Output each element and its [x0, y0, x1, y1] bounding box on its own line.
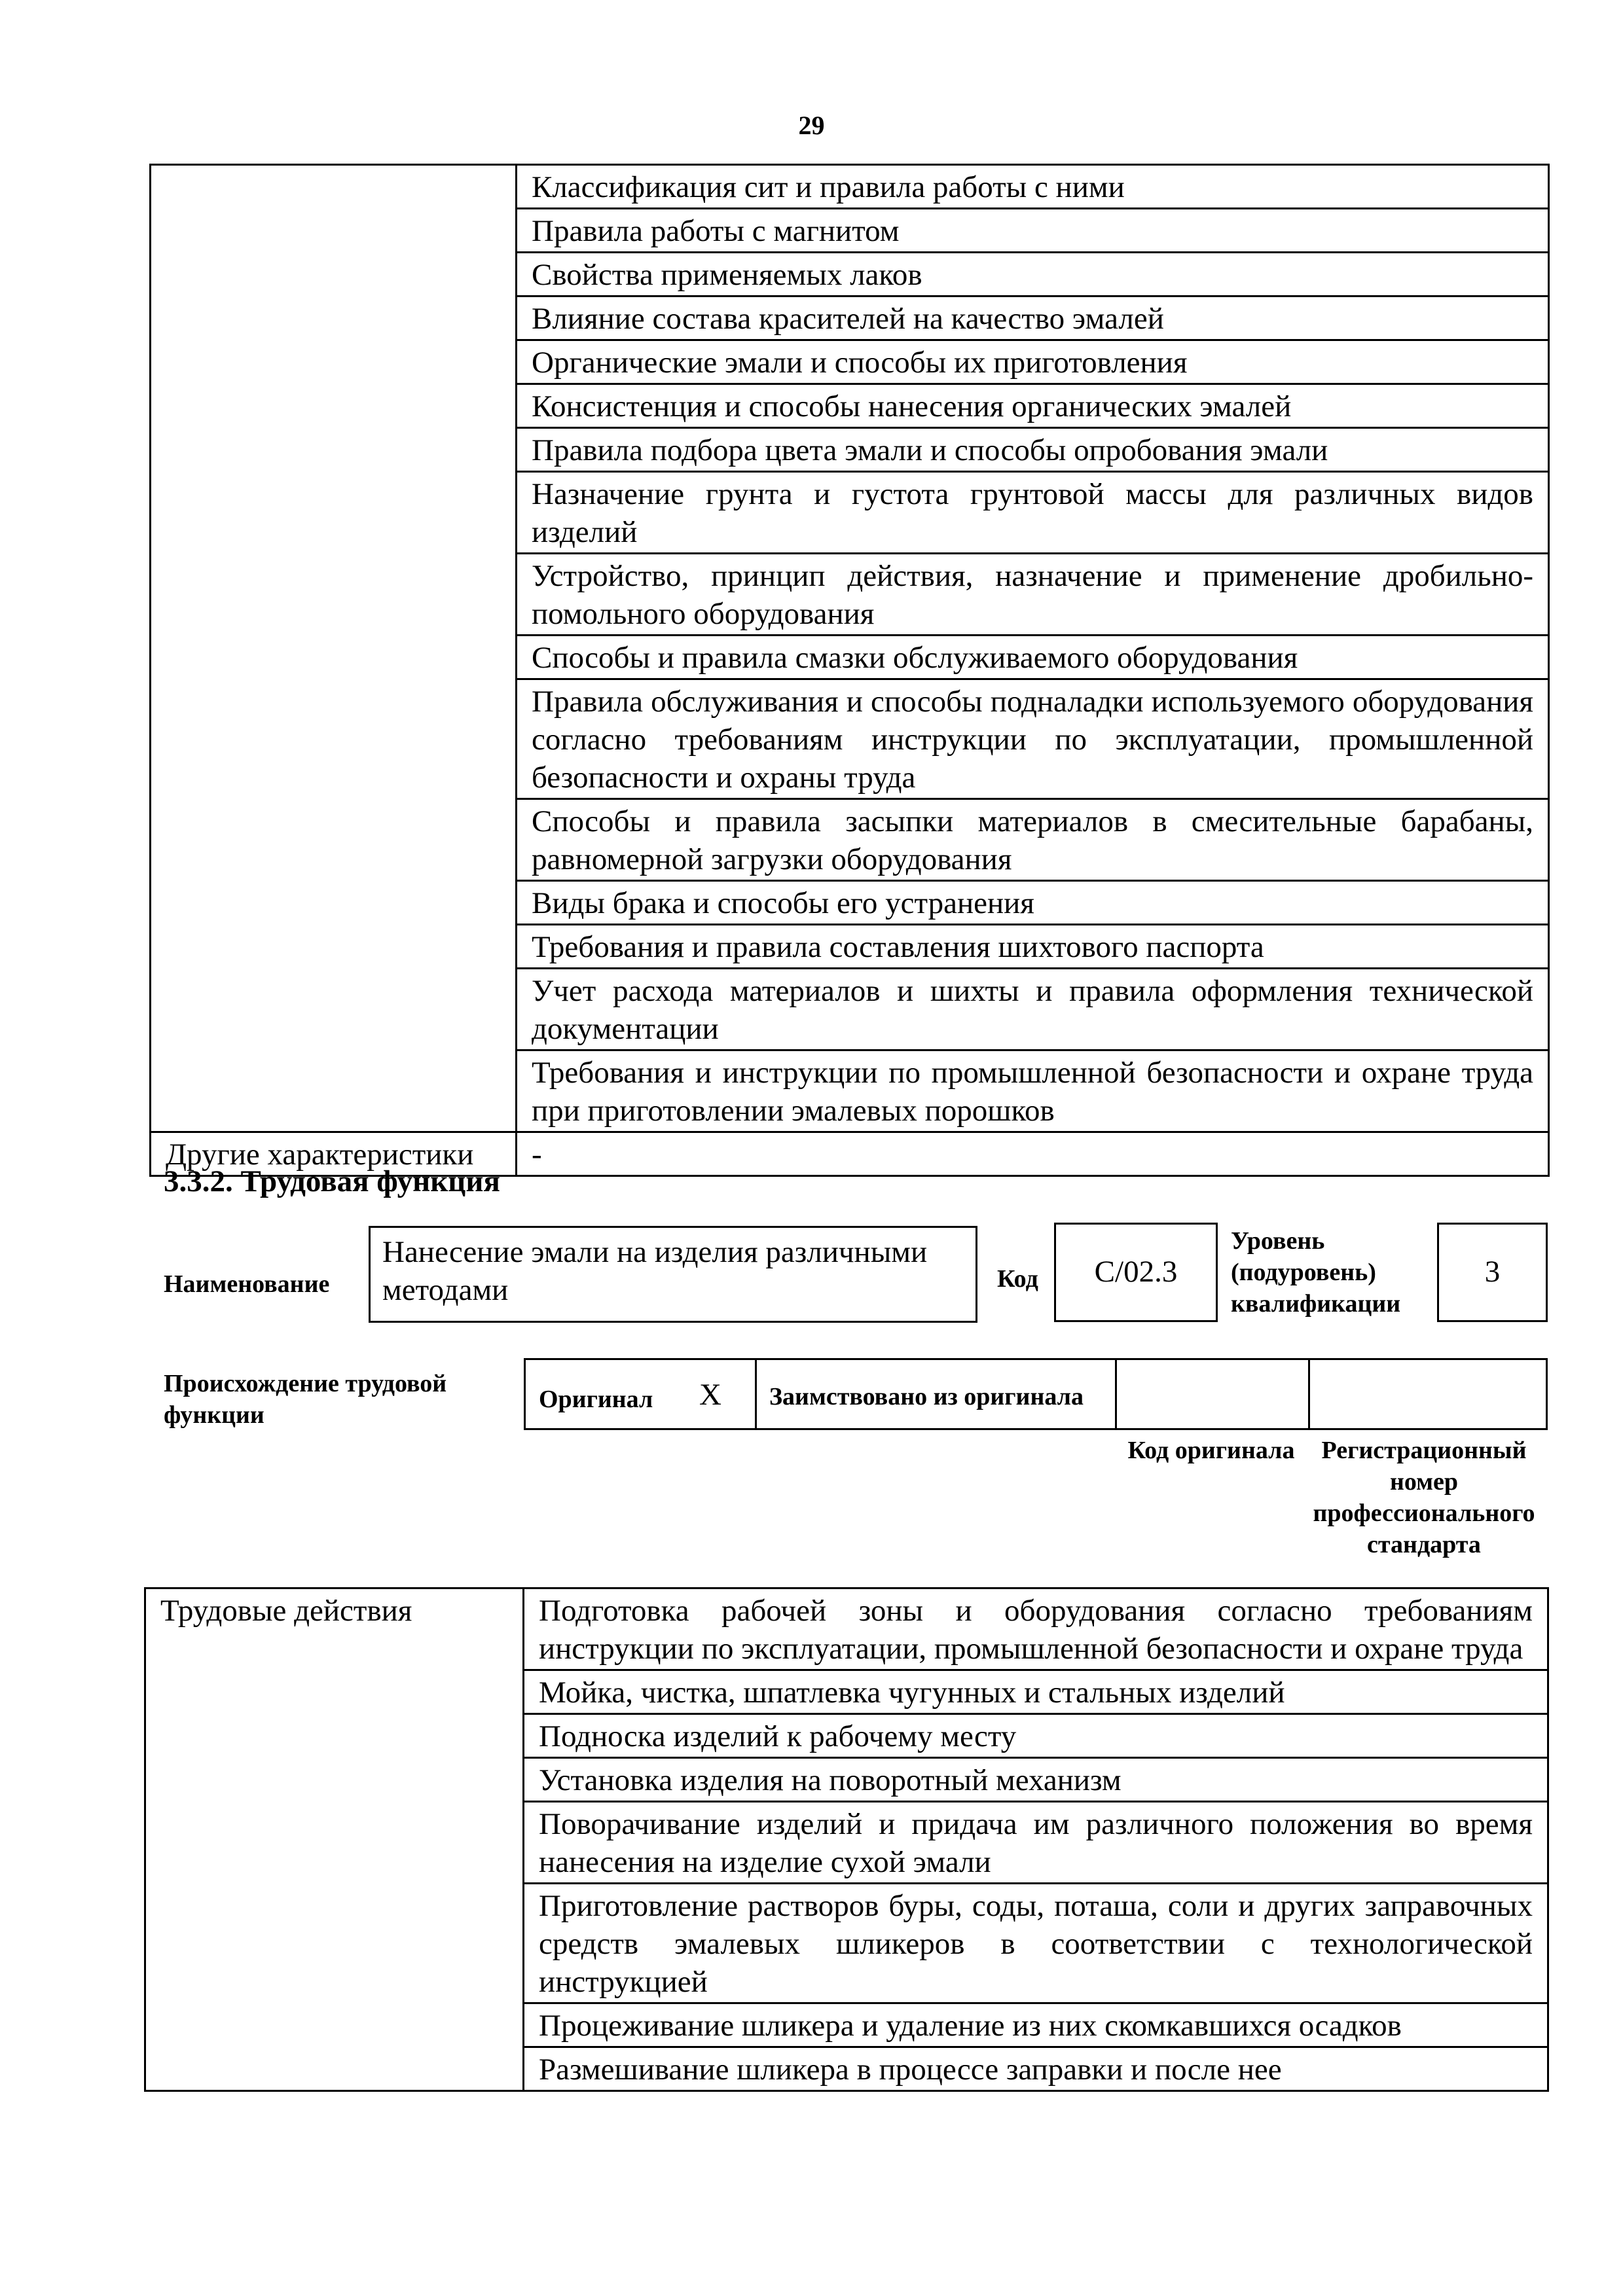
table-cell: Поворачивание изделий и придача им различного положения во время нанесения на изделие сухой эмали [524, 1802, 1548, 1884]
borrowed-label: Заимствовано из оригинала [769, 1383, 1084, 1410]
origin-divider [755, 1360, 757, 1428]
level-label: Уровень (подуровень) квалификации [1231, 1227, 1401, 1318]
origin-label: Происхождение трудовой функции [164, 1370, 447, 1429]
other-characteristics-label: Другие характеристики [151, 1132, 517, 1176]
function-name-box: Нанесение эмали на изделия различными методами [369, 1226, 977, 1323]
table-row [145, 1588, 1548, 1670]
knowledge-label-cell [151, 165, 517, 1132]
code-original-caption: Код оригинала [1127, 1437, 1295, 1464]
table-cell: Влияние состава красителей на качество эмалей [517, 296, 1549, 340]
original-mark: X [699, 1378, 721, 1412]
table-cell: Процеживание шликера и удаление из них скомкавшихся осадков [524, 2003, 1548, 2047]
table-row [151, 165, 1549, 209]
table-cell: Классификация сит и правила работы с ними [517, 165, 1549, 209]
origin-divider [1308, 1360, 1310, 1428]
table-cell: Мойка, чистка, шпатлевка чугунных и стальных изделий [524, 1670, 1548, 1714]
name-label: Наименование [164, 1270, 330, 1298]
table-cell: Виды брака и способы его устранения [517, 881, 1549, 925]
original-label: Оригинал [539, 1386, 653, 1413]
origin-divider [1115, 1360, 1117, 1428]
code-label: Код [997, 1265, 1038, 1293]
level-value-box: 3 [1437, 1223, 1548, 1322]
labour-actions-table [144, 1587, 1549, 2092]
labour-actions-label: Трудовые действия [145, 1588, 524, 2091]
table-cell: Устройство, принцип действия, назначение и применение дробильно-помольного оборудования [517, 554, 1549, 636]
section-heading: 3.3.2. Трудовая функция [164, 1164, 500, 1198]
reg-number-caption: Регистрационный номер профессионального стандарта [1313, 1437, 1535, 1558]
table-cell: Подноска изделий к рабочему месту [524, 1714, 1548, 1758]
table-cell: Способы и правила засыпки материалов в смесительные барабаны, равномерной загрузки оборудования [517, 799, 1549, 881]
table-cell: Свойства применяемых лаков [517, 253, 1549, 296]
other-characteristics-value: - [517, 1132, 1549, 1176]
function-code-box: C/02.3 [1054, 1223, 1218, 1322]
table-cell: Способы и правила смазки обслуживаемого оборудования [517, 636, 1549, 679]
table-cell: Правила обслуживания и способы подналадки используемого оборудования согласно требованиям инструкции по эксплуатации, промышленной безопасности и охраны труда [517, 679, 1549, 799]
table-cell: Правила подбора цвета эмали и способы опробования эмали [517, 428, 1549, 472]
table-cell: Размешивание шликера в процессе заправки и после нее [524, 2047, 1548, 2091]
table-cell: Требования и правила составления шихтового паспорта [517, 925, 1549, 969]
table-cell: Учет расхода материалов и шихты и правила оформления технической документации [517, 969, 1549, 1050]
table-cell: Приготовление растворов буры, соды, поташа, соли и других заправочных средств эмалевых шликеров в соответствии с технологической инструкцией [524, 1884, 1548, 2003]
table-cell: Подготовка рабочей зоны и оборудования согласно требованиям инструкции по эксплуатации, промышленной безопасности и охране труда [524, 1588, 1548, 1670]
table-cell: Установка изделия на поворотный механизм [524, 1758, 1548, 1802]
table-cell: Назначение грунта и густота грунтовой массы для различных видов изделий [517, 472, 1549, 554]
table-cell: Правила работы с магнитом [517, 209, 1549, 253]
table-cell: Требования и инструкции по промышленной безопасности и охране труда при приготовлении эмалевых порошков [517, 1050, 1549, 1132]
origin-box [524, 1358, 1548, 1430]
table-cell: Консистенция и способы нанесения органических эмалей [517, 384, 1549, 428]
page-number: 29 [798, 111, 825, 140]
knowledge-table [149, 164, 1550, 1177]
table-cell: Органические эмали и способы их приготовления [517, 340, 1549, 384]
